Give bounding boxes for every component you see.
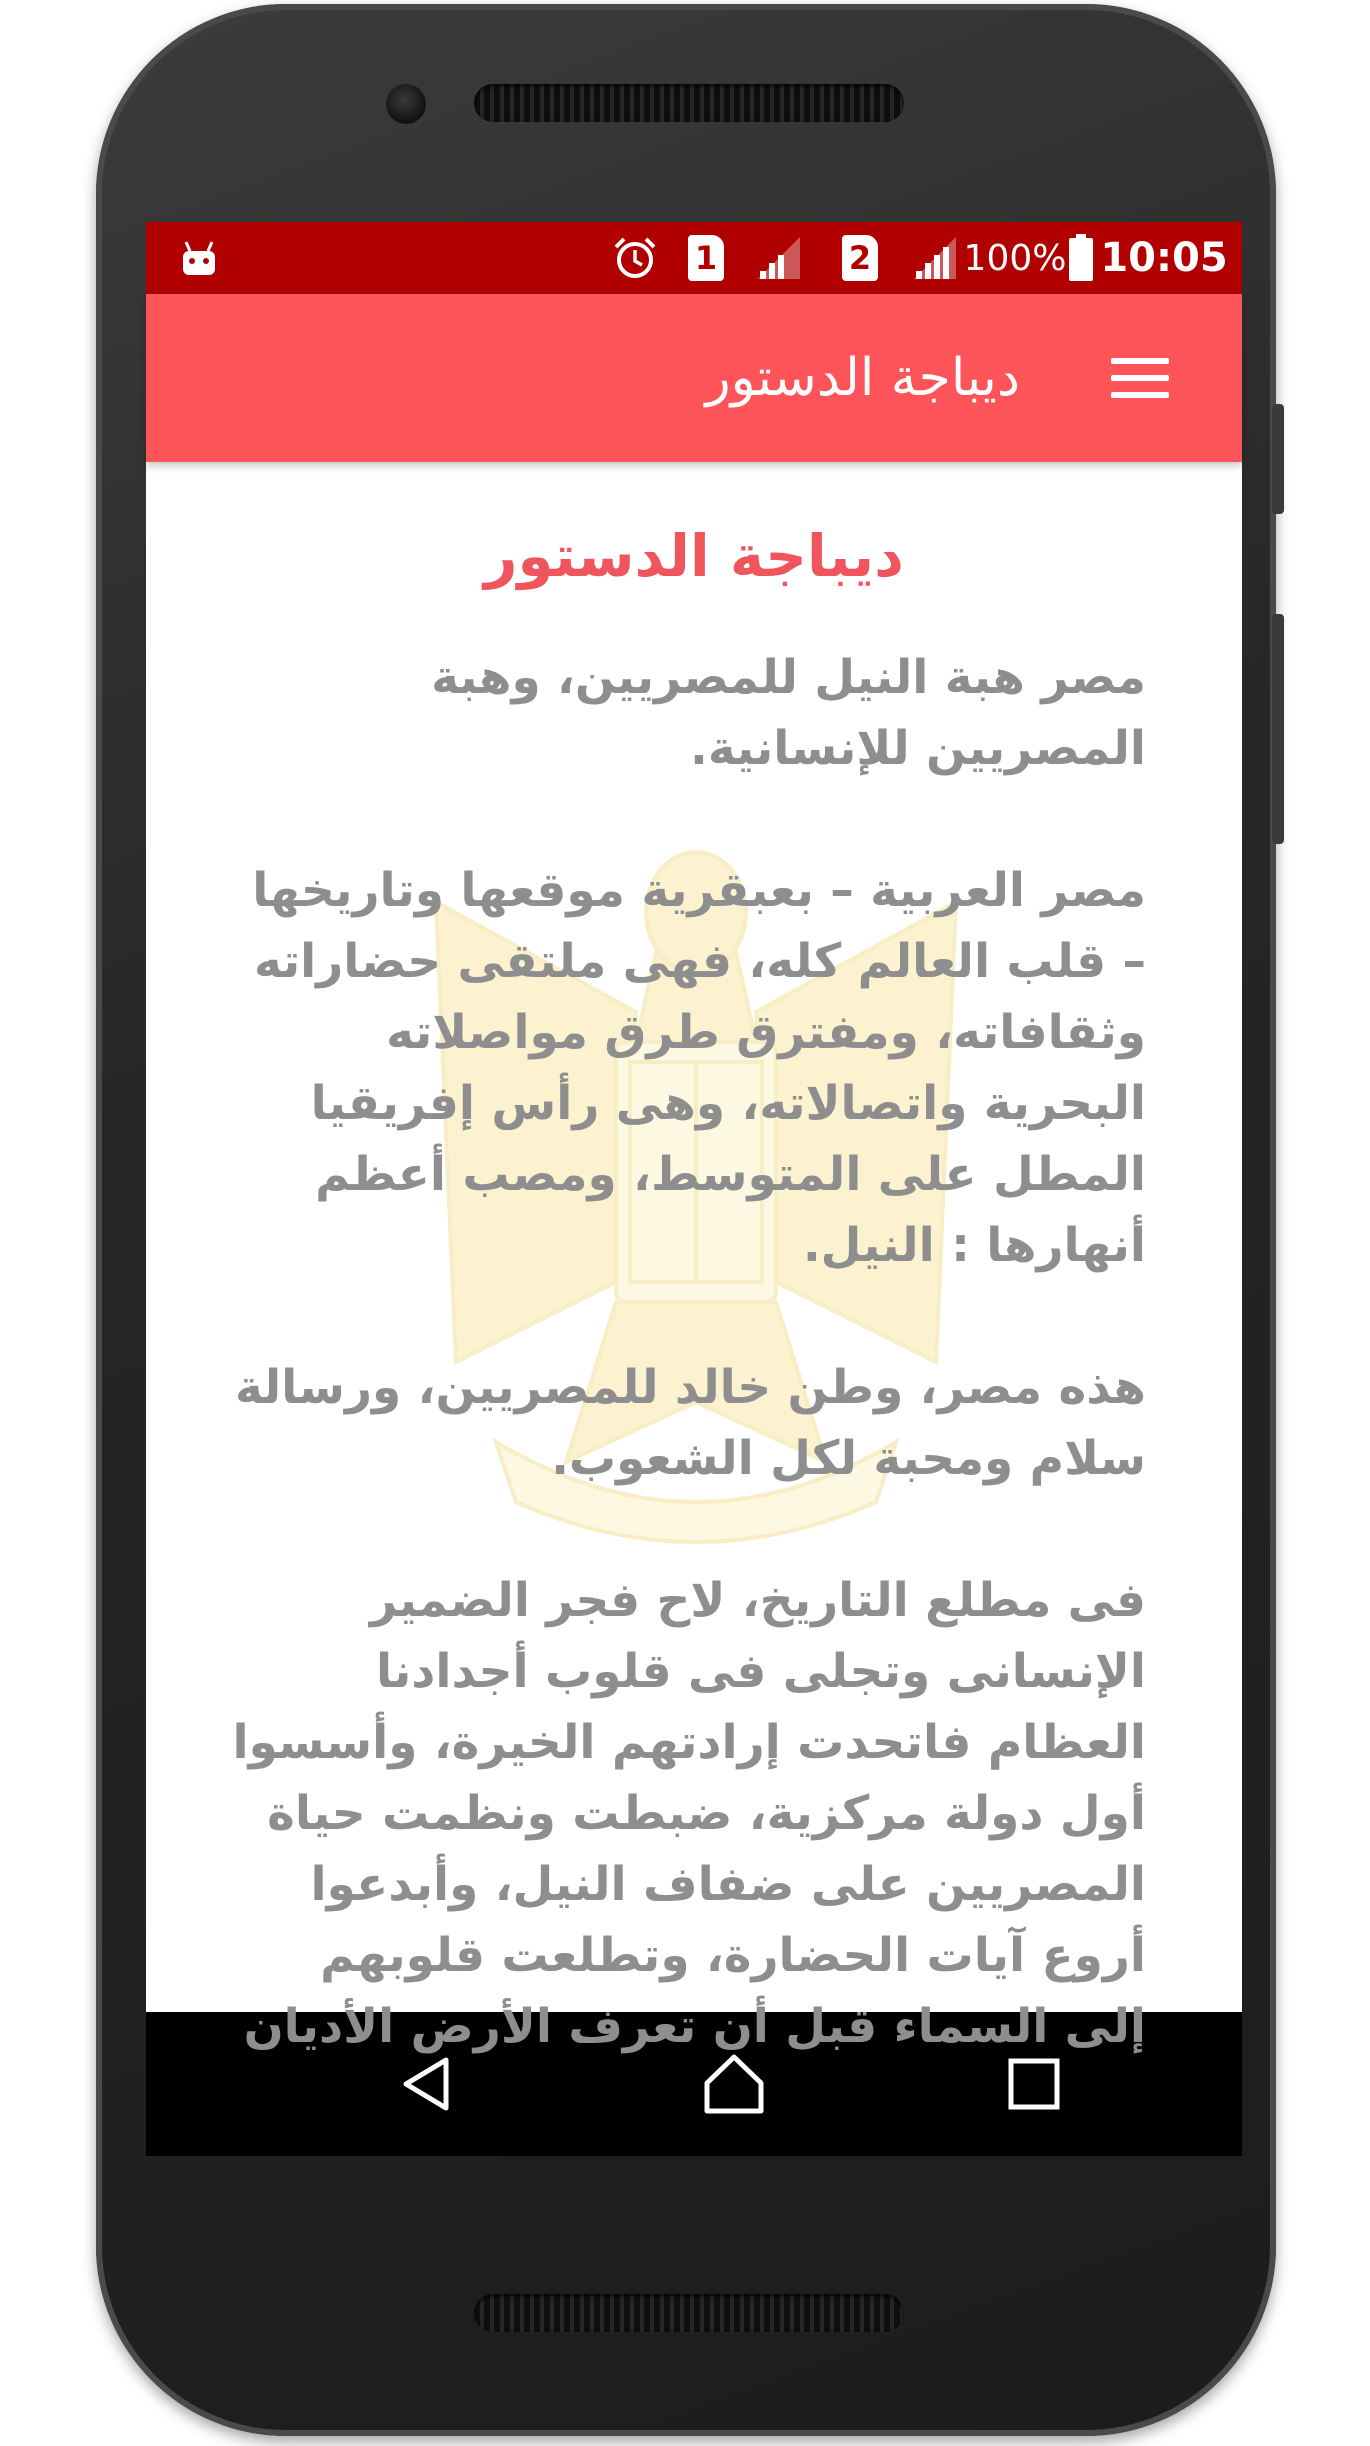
volume-button <box>1272 614 1284 844</box>
status-bar <box>146 222 1242 294</box>
power-button <box>1272 404 1284 514</box>
screen <box>146 222 1242 2156</box>
content-scroll-area[interactable] <box>146 462 1242 2054</box>
signal-icon <box>754 222 804 294</box>
bottom-speaker <box>474 2294 904 2332</box>
sim2-icon <box>840 222 880 294</box>
paragraph: مصر العربية – بعبقرية موقعها وتاريخها – قلب العالم كله، فهى ملتقى حضاراته وثقافاته، ومفترق طرق مواصلاته البحرية واتصالاته، وهى رأس إفريقيا المطل على المتوسط، ومصب أعظم أنهارها : النيل. <box>252 863 1146 1273</box>
top-speaker <box>474 84 904 122</box>
sim1-icon <box>686 222 726 294</box>
paragraph: فى مطلع التاريخ، لاح فجر الضمير الإنسانى وتجلى فى قلوب أجدادنا العظام فاتحدت إرادتهم الخيرة، وأسسوا أول دولة مركزية، ضبطت ونظمت حياة المصريين على ضفاف النيل، وأبدعوا أروع آيات الحضارة، وتطلعت قلوبهم إلى السماء قبل أن تعرف الأرض الأديان <box>232 1573 1146 2054</box>
content-title: ديباجة الدستور <box>484 522 904 590</box>
battery-percent: 100% <box>963 237 1067 279</box>
android-debug-icon <box>176 222 222 294</box>
front-camera <box>386 84 426 124</box>
sim1-label: 1 <box>688 235 724 281</box>
paragraph: مصر هبة النيل للمصريين، وهبة المصريين للإنسانية. <box>431 650 1146 776</box>
signal-icon <box>910 222 960 294</box>
paragraph: هذه مصر، وطن خالد للمصريين، ورسالة سلام ومحبة لكل الشعوب. <box>234 1360 1146 1486</box>
battery-icon <box>1066 222 1096 294</box>
app-bar-title: ديباجة الدستور <box>705 348 1020 408</box>
sim2-label: 2 <box>842 235 878 281</box>
alarm-icon <box>610 222 660 294</box>
hamburger-menu-icon[interactable] <box>1106 344 1174 412</box>
status-time: 10:05 <box>1100 235 1228 281</box>
app-bar <box>146 294 1242 462</box>
body-text <box>226 642 1146 2133</box>
